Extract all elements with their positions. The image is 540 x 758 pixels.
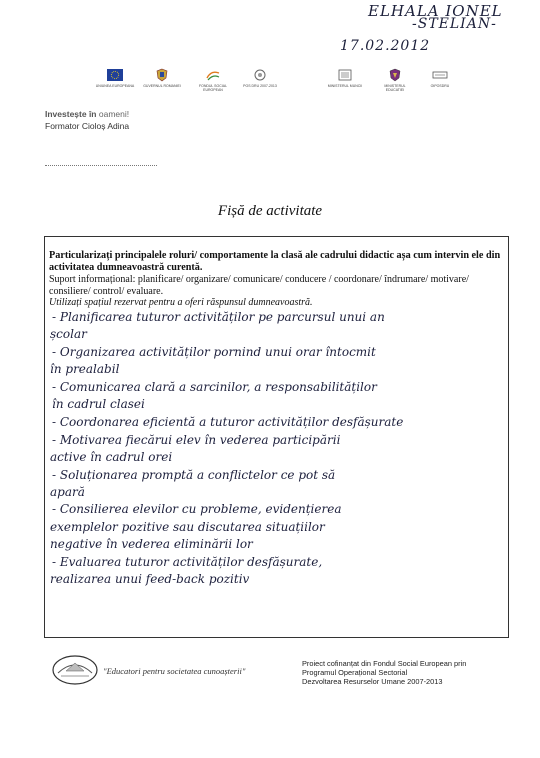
footer-slogan: "Educatori pentru societatea cunoașterii": [103, 666, 246, 676]
answer-line: - Coordonarea eficientă a tuturor activităților desfășurate: [52, 415, 404, 429]
ministry-logo: MINISTERUL EDUCATIEI: [375, 68, 415, 98]
instructions-heading: Particularizați principalele roluri/ comportamente la clasă ale cadrului didactic așa cum intervin ele din activitatea dumneavoastră curentă.: [49, 250, 501, 273]
footer-line: Proiect cofinanțat din Fondul Social European prin: [302, 659, 467, 668]
answer-line: - Organizarea activităților pornind unui orar întocmit: [52, 345, 376, 359]
oipsdru-logo-icon: [432, 68, 448, 82]
handwritten-name: ELHALA IONEL: [368, 2, 503, 20]
page-title: Fișă de activitate: [217, 203, 323, 219]
slogan-prefix: Investește în: [45, 109, 97, 119]
investeste-slogan: [45, 109, 129, 119]
answer-line: active în cadrul orei: [50, 450, 173, 464]
gov-logo: GUVERNUL ROMANIEI: [142, 68, 182, 98]
formator-label: Formator Cioloș Adina: [45, 121, 130, 131]
answer-line: - Evaluarea tuturor activităților desfășurate,: [52, 555, 323, 569]
slogan-suffix: oameni!: [98, 109, 130, 119]
educatori-logo-icon: [52, 653, 98, 687]
oiposdru-logo: OIPOSDRU: [420, 68, 460, 98]
answer-line: în prealabil: [50, 362, 120, 376]
footer-line: Dezvoltarea Resurselor Umane 2007-2013: [302, 677, 443, 686]
dotted-separator: [45, 165, 157, 166]
instructions-support: Suport informațional: planificare/ organizare/ comunicare/ conducere / coordonare/ îndrumare/ motivare/ consiliere/ control/ evaluare.: [49, 274, 469, 297]
ministry-crest-icon: [387, 68, 403, 82]
amposdru-logo: MINISTERUL MUNCII: [325, 68, 365, 98]
answer-line: negative în vederea eliminării lor: [50, 537, 253, 551]
eu-flag-icon: [107, 68, 123, 82]
footer-line: Programul Operațional Sectorial: [302, 668, 408, 677]
footer-project-info: [302, 659, 466, 686]
pos-dru-logo-icon: [252, 68, 268, 82]
fse-logo: FONDUL SOCIAL EUROPEAN: [193, 68, 233, 98]
answer-line: exemplelor pozitive sau discutarea situațiilor: [50, 520, 325, 534]
answer-line: apară: [50, 485, 85, 499]
answer-line: - Consilierea elevilor cu probleme, evidențierea: [52, 502, 342, 516]
gov-crest-icon: [154, 68, 170, 82]
pos-dru-logo: POS DRU 2007-2013: [240, 68, 280, 98]
answer-line: în cadrul clasei: [52, 397, 145, 411]
answer-line: școlar: [50, 327, 87, 341]
answer-line: - Planificarea tuturor activităților pe parcursul unui an: [52, 310, 385, 324]
answer-line: - Motivarea fiecărui elev în vederea participării: [52, 433, 341, 447]
handwritten-name-secondary: -STELIAN-: [412, 16, 497, 32]
answer-line: realizarea unui feed-back pozitiv: [50, 572, 250, 586]
instructions-note: Utilizați spațiul rezervat pentru a oferi răspunsul dumneavoastră.: [49, 297, 313, 308]
answer-line: - Soluționarea promptă a conflictelor ce pot să: [52, 468, 336, 482]
fse-logo-icon: [205, 68, 221, 82]
handwritten-date: 17.02.2012: [340, 38, 431, 54]
amposdru-logo-icon: [337, 68, 353, 82]
answer-line: - Comunicarea clară a sarcinilor, a responsabilităților: [52, 380, 377, 394]
eu-flag-logo: UNIUNEA EUROPEANA: [95, 68, 135, 98]
